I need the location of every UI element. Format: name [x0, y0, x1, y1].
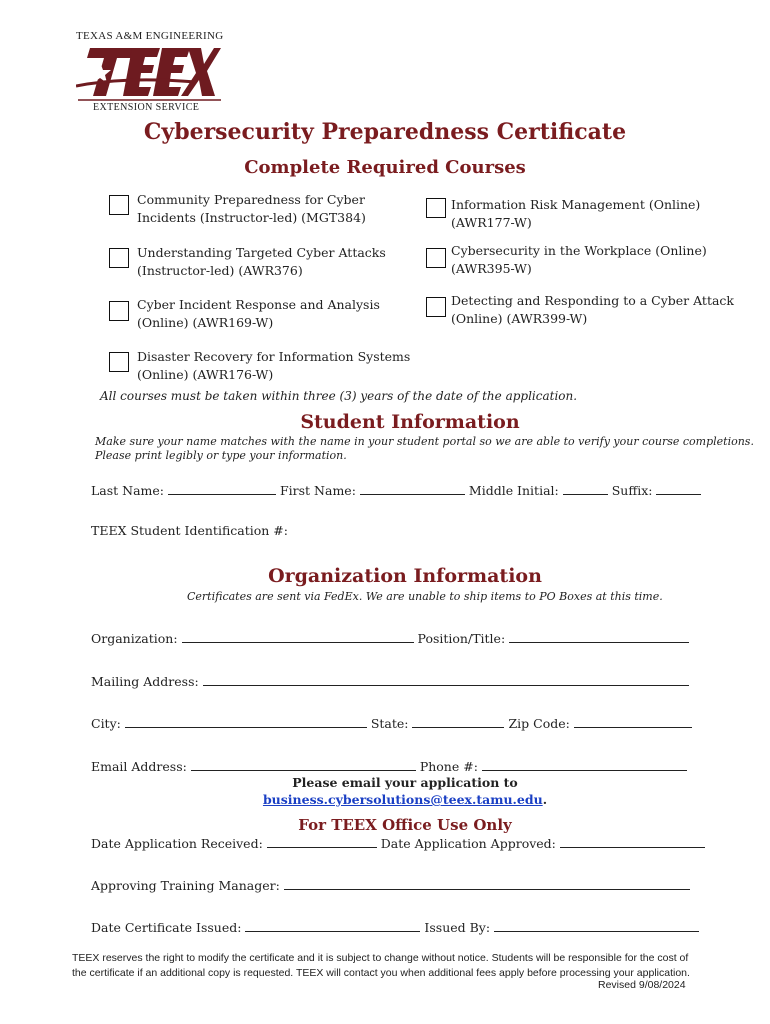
course-label-line1: Information Risk Management (Online) — [451, 197, 701, 212]
course-item-awr399 — [451, 292, 734, 328]
course-label-line1: Disaster Recovery for Information Systems — [137, 349, 411, 364]
course-item-awr177 — [451, 196, 700, 232]
date-approved-field[interactable] — [560, 835, 705, 848]
training-manager-field[interactable] — [284, 877, 690, 890]
course-checkbox-awr177[interactable] — [426, 198, 446, 218]
course-label-line1: Cybersecurity in the Workplace (Online) — [451, 243, 707, 258]
phone-field[interactable] — [482, 758, 687, 771]
submit-email-line — [20, 792, 770, 807]
date-issued-label: Date Certificate Issued: — [91, 920, 242, 935]
mailing-row — [91, 673, 689, 689]
course-label-line2: (AWR177-W) — [451, 215, 532, 230]
mailing-address-label: Mailing Address: — [91, 674, 199, 689]
middle-initial-label: Middle Initial: — [468, 483, 559, 498]
footer-disclaimer — [72, 951, 702, 981]
zip-field[interactable] — [574, 715, 692, 728]
office-use-heading: For TEEX Office Use Only — [298, 816, 512, 834]
course-label-line2: (Instructor-led) (AWR376) — [137, 263, 303, 278]
course-label-line2: (AWR395-W) — [451, 261, 532, 276]
email-address-label: Email Address: — [91, 759, 187, 774]
course-label-line1: Cyber Incident Response and Analysis — [137, 297, 380, 312]
date-received-label: Date Application Received: — [91, 836, 263, 851]
name-row — [91, 482, 701, 498]
course-label-line2: (Online) (AWR169-W) — [137, 315, 274, 330]
first-name-field[interactable] — [360, 482, 465, 495]
phone-label: Phone #: — [419, 759, 478, 774]
course-label-line2: (Online) (AWR176-W) — [137, 367, 274, 382]
course-label-line2: (Online) (AWR399-W) — [451, 311, 588, 326]
course-item-awr169 — [137, 296, 380, 332]
course-checkbox-awr395[interactable] — [426, 248, 446, 268]
courses-note: All courses must be taken within three (3) years of the date of the application. — [100, 389, 578, 403]
suffix-label: Suffix: — [611, 483, 653, 498]
middle-initial-field[interactable] — [563, 482, 608, 495]
state-label: State: — [370, 716, 409, 731]
course-item-awr176 — [137, 348, 410, 384]
page-title: Cybersecurity Preparedness Certificate — [143, 119, 627, 145]
position-label: Position/Title: — [417, 631, 506, 646]
course-item-mgt384 — [137, 191, 366, 227]
course-item-awr376 — [137, 244, 386, 280]
last-name-label: Last Name: — [91, 483, 165, 498]
email-row — [91, 758, 687, 774]
organization-field[interactable] — [182, 630, 414, 643]
last-name-field[interactable] — [168, 482, 276, 495]
course-checkbox-awr176[interactable] — [109, 352, 129, 372]
organization-info-heading: Organization Information — [268, 565, 542, 587]
submit-email-period: . — [542, 792, 548, 807]
position-field[interactable] — [509, 630, 689, 643]
teex-logo — [76, 30, 224, 116]
date-received-field[interactable] — [267, 835, 377, 848]
student-id-label: TEEX Student Identification #: — [91, 523, 288, 538]
course-label-line1: Detecting and Responding to a Cyber Attack — [451, 293, 734, 308]
revision-date: Revised 9/08/2024 — [598, 979, 686, 991]
city-row — [91, 715, 692, 731]
mailing-address-field[interactable] — [203, 673, 689, 686]
student-note-2: Please print legibly or type your information. — [95, 449, 347, 462]
city-label: City: — [91, 716, 121, 731]
email-address-field[interactable] — [191, 758, 416, 771]
issued-by-field[interactable] — [494, 919, 699, 932]
training-manager-label: Approving Training Manager: — [91, 878, 280, 893]
course-checkbox-awr376[interactable] — [109, 248, 129, 268]
organization-note: Certificates are sent via FedEx. We are unable to ship items to PO Boxes at this time. — [187, 590, 663, 603]
submit-email-link[interactable]: business.cybersolutions@teex.tamu.edu — [262, 792, 543, 807]
zip-label: Zip Code: — [508, 716, 570, 731]
course-checkbox-awr169[interactable] — [109, 301, 129, 321]
teex-logo-mark — [76, 44, 221, 102]
submit-instruction: Please email your application to — [292, 775, 518, 790]
course-label-line1: Community Preparedness for Cyber — [137, 192, 365, 207]
course-label-line2: Incidents (Instructor-led) (MGT384) — [137, 210, 366, 225]
organization-row — [91, 630, 689, 646]
course-checkbox-awr399[interactable] — [426, 297, 446, 317]
issued-by-label: Issued By: — [424, 920, 491, 935]
course-checkbox-mgt384[interactable] — [109, 195, 129, 215]
courses-subtitle: Complete Required Courses — [244, 157, 526, 178]
city-field[interactable] — [125, 715, 367, 728]
course-item-awr395 — [451, 242, 707, 278]
student-note-1: Make sure your name matches with the name in your student portal so we are able to verify your course completions. — [95, 435, 754, 448]
course-label-line1: Understanding Targeted Cyber Attacks — [137, 245, 386, 260]
manager-row — [91, 877, 690, 893]
first-name-label: First Name: — [280, 483, 356, 498]
organization-label: Organization: — [91, 631, 178, 646]
student-info-heading: Student Information — [300, 411, 520, 433]
date-issued-field[interactable] — [245, 919, 420, 932]
issued-row — [91, 919, 699, 935]
footer-text: TEEX reserves the right to modify the certificate and it is subject to change without notice. Students will be responsible for the cost of the certificate if an additional copy is requested. TEEX will contact you when additional fees apply before processing your application. — [72, 952, 690, 979]
logo-bottom-text: EXTENSION SERVICE — [93, 102, 200, 113]
suffix-field[interactable] — [656, 482, 701, 495]
state-field[interactable] — [412, 715, 504, 728]
date-approved-label: Date Application Approved: — [380, 836, 556, 851]
office-dates-row — [91, 835, 705, 851]
logo-top-text: TEXAS A&M ENGINEERING — [76, 30, 224, 42]
